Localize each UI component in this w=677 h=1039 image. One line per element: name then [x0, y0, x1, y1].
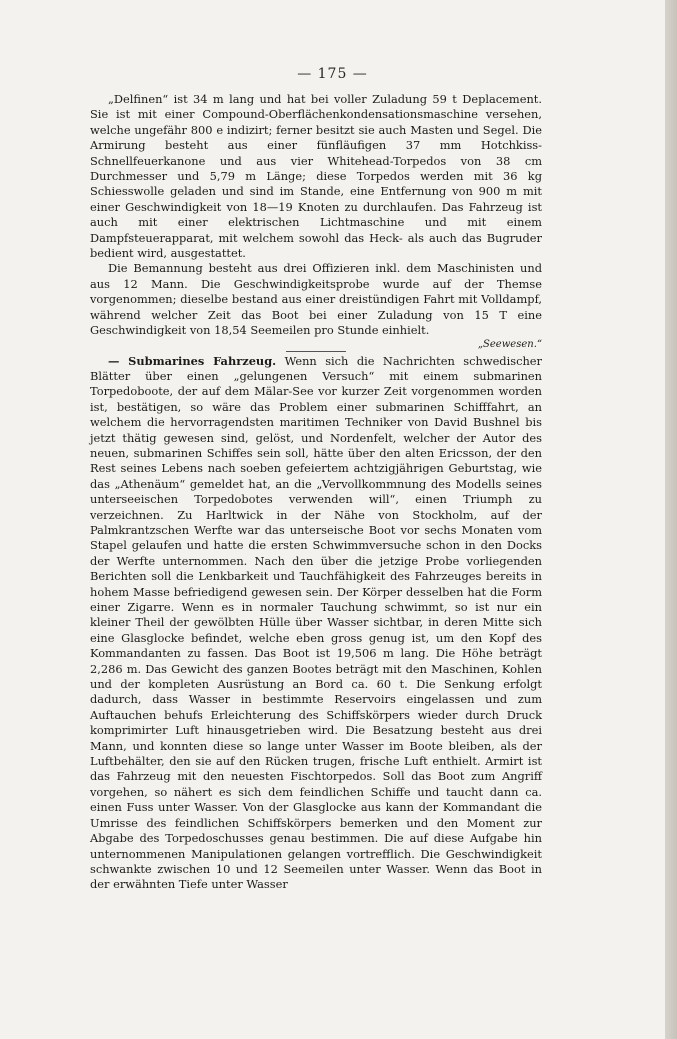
section-heading: — Submarines Fahrzeug.: [108, 353, 277, 368]
paragraph-delfinen: „Delfinen“ ist 34 m lang und hat bei voller Zuladung 59 t Deplacement. Sie ist mit einer Compound-Oberflächenkondensationsmaschine versehen, welche ungefähr 800 e indizirt; ferner besitzt sie auch Masten und Segel. Die Armirung besteht aus einer fünfläufigen 37 mm Hotchkiss-Schnellfeuerkanone und aus vier Whitehead-Torpedos von 38 cm Durchmesser und 5,79 m Länge; diese Torpedos werden mit 36 kg Schiesswolle geladen und sind im Stande, eine Entfernung von 900 m mit einer Geschwindigkeit von 18—19 Knoten zu durchlaufen. Das Fahrzeug ist auch mit einer elektrischen Lichtmaschine und mit einem Dampfsteuerapparat, mit welchem sowohl das Heck- als auch das Bugruder bedient wird, ausgestattet.: [90, 92, 542, 261]
body-text: [90, 92, 542, 893]
section-divider: [286, 351, 346, 352]
page-number: — 175 —: [297, 66, 368, 82]
source-citation: „Seewesen.“: [477, 338, 542, 350]
paragraph-bemannung: Die Bemannung besteht aus drei Offizieren inkl. dem Maschinisten und aus 12 Mann. Die Geschwindigkeitsprobe wurde auf der Themse vorgenommen; dieselbe bestand aus einer dreistündigen Fahrt mit Volldampf, während welcher Zeit das Boot bei einer Zuladung von 15 T eine Geschwindigkeit von 18,54 Seemeilen pro Stunde einhielt.: [90, 261, 542, 338]
paragraph-submarines: [90, 354, 542, 893]
paragraph-submarines-text: Wenn sich die Nachrichten schwedischer Blätter über einen „gelungenen Versuch“ mit einem submarinen Torpedoboote, der auf dem Mälar-See vor kurzer Zeit vorgenommen worden ist, bestätigen, so wäre das Problem einer submarinen Schifffahrt, an welchem die hervorragendsten maritimen Techniker von David Bushnel bis jetzt thätig gewesen sind, gelöst, und Nordenfelt, welcher der Autor des neuen, submarinen Schiffes sein soll, hätte über den alten Ericsson, der den Rest seines Lebens nach soeben gefeiertem achtzigjährigen Geburtstag, wie das „Athenäum“ gemeldet hat, an die „Vervollkommnung des Modells seines unterseeischen Torpedobotes verwenden will“, einen Triumph zu verzeichnen. Zu Harltwick in der Nähe von Stockholm, auf der Palmkrantzschen Werfte war das unterseische Boot vor sechs Monaten vom Stapel gelaufen und hatte die ersten Schwimmversuche schon in den Docks der Werfte unternommen. Nach den über die jetzige Probe vorliegenden Berichten soll die Lenkbarkeit und Tauchfähigkeit des Fahrzeuges bereits in hohem Masse befriedigend gewesen sein. Der Körper desselben hat die Form einer Zigarre. Wenn es in normaler Tauchung schwimmt, so ist nur ein kleiner Theil der gewölbten Hülle über Wasser sichtbar, in deren Mitte sich eine Glasglocke befindet, welche eben gross genug ist, um den Kopf des Kommandanten zu fassen. Das Boot ist 19,506 m lang. Die Höhe beträgt 2,286 m. Das Gewicht des ganzen Bootes beträgt mit den Maschinen, Kohlen und der kompleten Ausrüstung an Bord ca. 60 t. Die Senkung erfolgt dadurch, dass Wasser in bestimmte Reservoirs eingelassen und zum Auftauchen behufs Erleichterung des Schiffskörpers wieder durch Druck komprimirter Luft hinausgetrieben wird. Die Besatzung besteht aus drei Mann, und konnten diese so lange unter Wasser im Boote bleiben, als der Luftbehälter, den sie auf den Rücken trugen, frische Luft enthielt. Armirt ist das Fahrzeug mit den neuesten Fischtorpedos. Soll das Boot zum Angriff vorgehen, so nähert es sich dem feindlichen Schiffe und taucht dann ca. einen Fuss unter Wasser. Von der Glasglocke aus kann der Kommandant die Umrisse des feindlichen Schiffskörpers bemerken und den Moment zur Abgabe des Torpedoschusses genau bestimmen. Die auf diese Aufgabe hin unternommenen Manipulationen gelangen vortrefflich. Die Geschwindigkeit schwankte zwischen 10 und 12 Seemeilen unter Wasser. Wenn das Boot in der erwähnten Tiefe unter Wasser: [90, 353, 542, 892]
page-edge: [665, 0, 677, 1039]
